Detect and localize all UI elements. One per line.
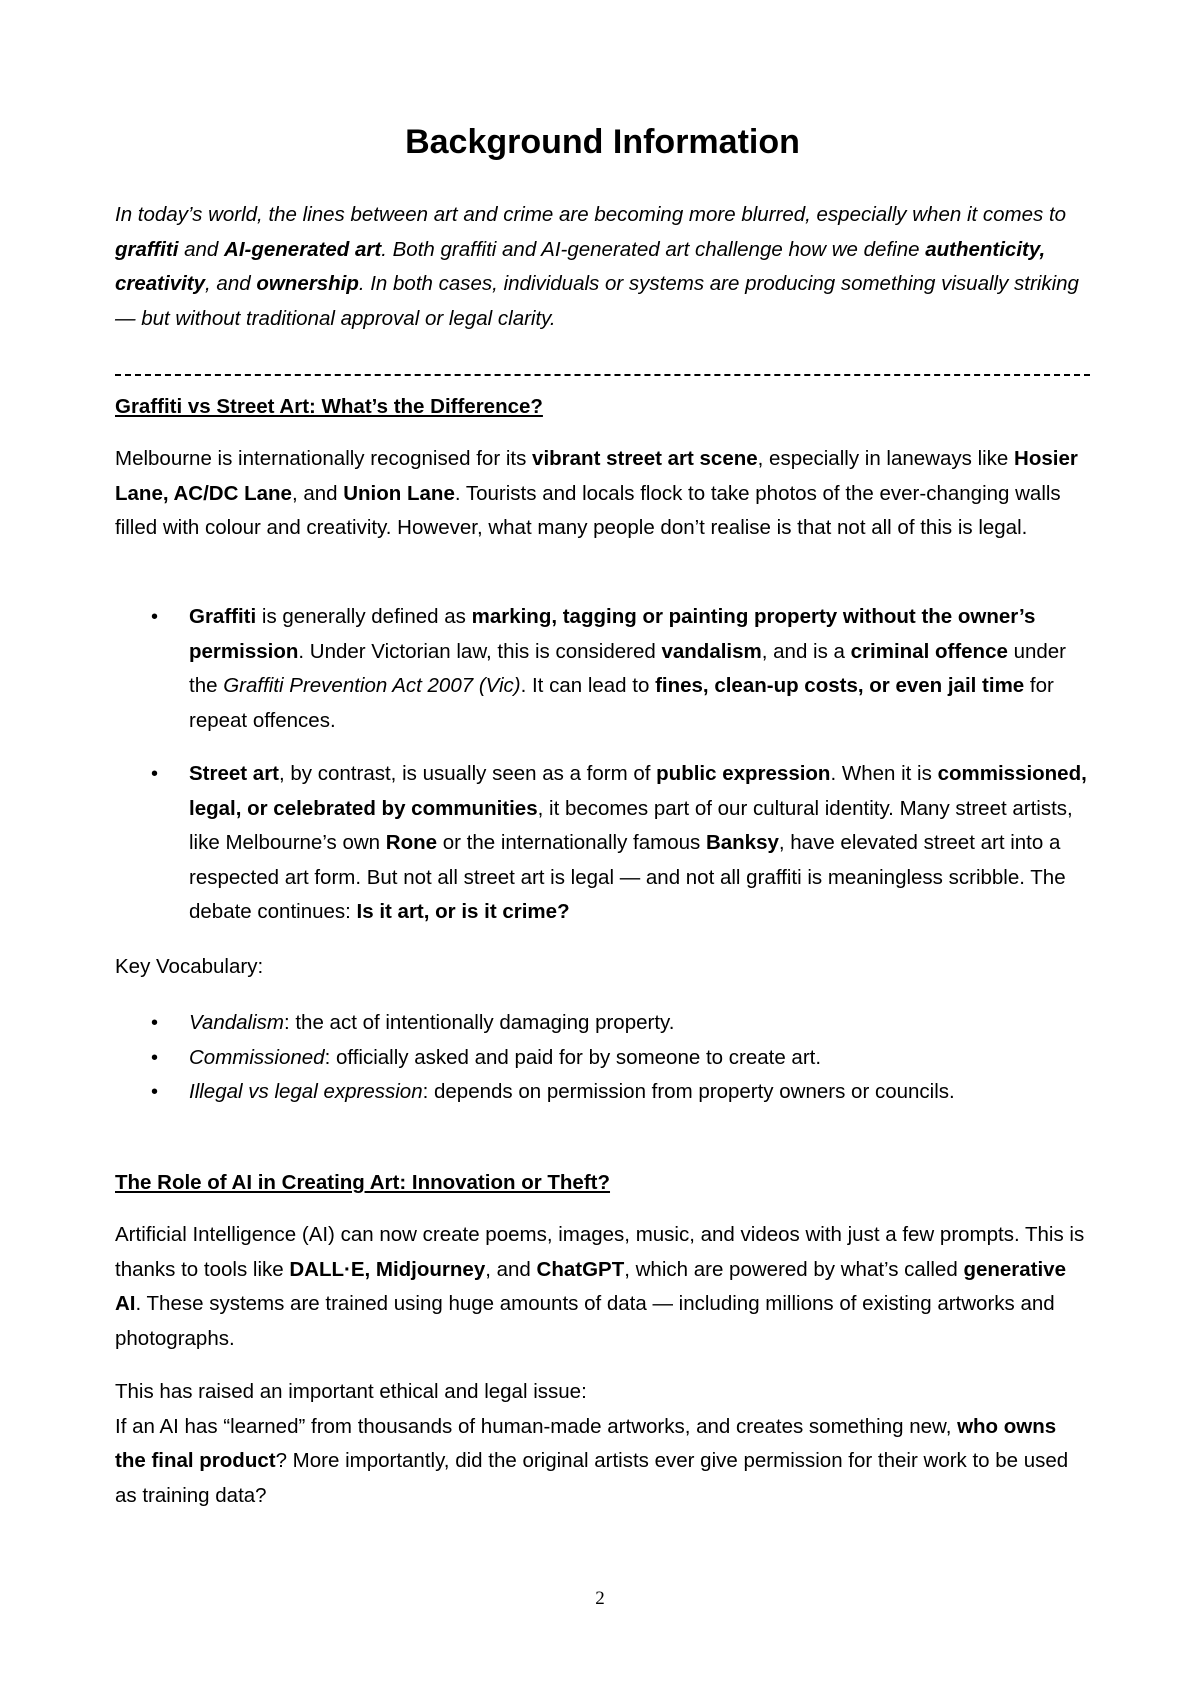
bullet-icon: • <box>151 763 159 785</box>
ai-paragraph: Artificial Intelligence (AI) can now create poems, images, music, and videos with just a few prompts. This is thanks to tools like DALL·E, Midjourney, and ChatGPT, which are powered by what’s called generative AI. These systems are trained using huge amounts of data — including millions of existing artworks and photographs. <box>115 1223 1085 1350</box>
section-heading-graffiti: Graffiti vs Street Art: What’s the Difference? <box>115 395 543 418</box>
list-item-graffiti: • Graffiti is generally defined as marking, tagging or painting property without the owner’s permission. Under Victorian law, this is considered vandalism, and is a criminal offence under the Graffiti Prevention Act 2007 (Vic). It can lead to fines, clean-up costs, or even jail time for repeat offences. <box>115 600 1090 738</box>
bullet-icon: • <box>151 1081 159 1103</box>
document-page <box>115 0 1090 1696</box>
graffiti-bullet-list <box>115 600 1090 738</box>
intro-paragraph: In today’s world, the lines between art and crime are becoming more blurred, especially when it comes to graffiti and AI-generated art. Both graffiti and AI-generated art challenge how we define authenticity, creativity, and ownership. In both cases, individuals or systems are producing something visually striking — but without traditional approval or legal clarity. <box>115 203 1079 330</box>
page-title: Background Information <box>405 123 800 161</box>
vocab-item: • Illegal vs legal expression: depends on permission from property owners or councils. <box>115 1075 1090 1110</box>
key-vocabulary-label: Key Vocabulary: <box>115 955 264 978</box>
section-heading-ai: The Role of AI in Creating Art: Innovation or Theft? <box>115 1171 611 1194</box>
bullet-icon: • <box>151 1012 159 1034</box>
bullet-icon: • <box>151 1046 159 1069</box>
melbourne-paragraph: Melbourne is internationally recognised for its vibrant street art scene, especially in laneways like Hosier Lane, AC/DC Lane, and Union Lane. Tourists and locals flock to take photos of the ever-changing walls filled with colour and creativity. However, what many people don’t realise is that not all of this is legal. <box>115 447 1078 539</box>
ethics-paragraph: This has raised an important ethical and legal issue: If an AI has “learned” from thousands of human-made artworks, and creates something new, who owns the final product? More importantly, did the original artists ever give permission for their work to be used as training data? <box>115 1380 1069 1507</box>
page-number: 2 <box>595 1588 605 1609</box>
vocabulary-list <box>115 1006 1090 1110</box>
street-art-bullet-list <box>115 757 1090 930</box>
vocab-item: • Vandalism: the act of intentionally damaging property. <box>115 1006 1090 1041</box>
vocab-item: • Commissioned: officially asked and paid for by someone to create art. <box>115 1041 1090 1076</box>
bullet-icon: • <box>151 606 159 628</box>
list-item-street-art: • Street art, by contrast, is usually seen as a form of public expression. When it is commissioned, legal, or celebrated by communities, it becomes part of our cultural identity. Many street artists, like Melbourne’s own Rone or the internationally famous Banksy, have elevated street art into a respected art form. But not all street art is legal — and not all graffiti is meaningless scribble. The debate continues: Is it art, or is it crime? <box>115 757 1090 930</box>
dashed-divider <box>115 374 1090 376</box>
